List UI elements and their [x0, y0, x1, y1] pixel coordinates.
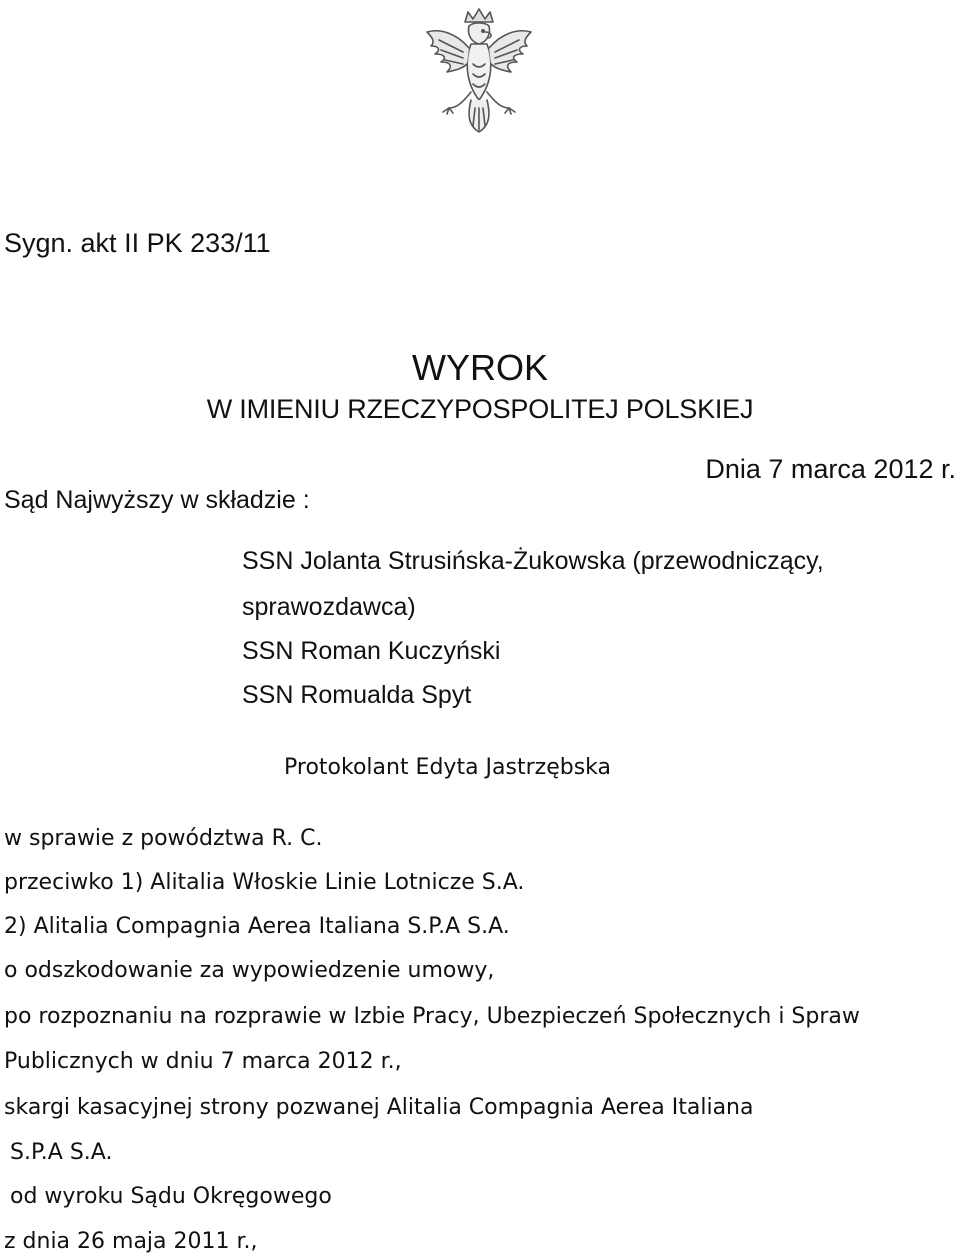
body-line: od wyroku Sądu Okręgowego [10, 1184, 332, 1209]
body-line: o odszkodowanie za wypowiedzenie umowy, [4, 958, 495, 983]
court-composition-label: Sąd Najwyższy w składzie : [4, 486, 310, 514]
body-line: Publicznych w dniu 7 marca 2012 r., [4, 1049, 402, 1074]
judge-line: SSN Jolanta Strusińska-Żukowska (przewodniczący, [242, 547, 824, 575]
body-line: skargi kasacyjnej strony pozwanej Alitalia Compagnia Aerea Italiana [4, 1095, 754, 1120]
body-line: z dnia 26 maja 2011 r., [4, 1229, 258, 1254]
polish-white-eagle-emblem-icon [405, 4, 553, 164]
case-signature: Sygn. akt II PK 233/11 [4, 228, 271, 258]
body-line: po rozpoznaniu na rozprawie w Izbie Pracy, Ubezpieczeń Społecznych i Spraw [4, 1004, 860, 1029]
judge-line: sprawozdawca) [242, 593, 416, 621]
court-clerk: Protokolant Edyta Jastrzębska [284, 755, 611, 780]
document-subtitle: W IMIENIU RZECZYPOSPOLITEJ POLSKIEJ [206, 394, 754, 424]
judge-line: SSN Romualda Spyt [242, 681, 472, 709]
body-line: S.P.A S.A. [10, 1140, 113, 1165]
body-line: w sprawie z powództwa R. C. [4, 826, 323, 851]
document-title: WYROK [411, 347, 548, 388]
judgment-date: Dnia 7 marca 2012 r. [705, 454, 956, 484]
judge-line: SSN Roman Kuczyński [242, 637, 501, 665]
body-line: przeciwko 1) Alitalia Włoskie Linie Lotnicze S.A. [4, 870, 525, 895]
body-line: 2) Alitalia Compagnia Aerea Italiana S.P.A S.A. [4, 914, 510, 939]
